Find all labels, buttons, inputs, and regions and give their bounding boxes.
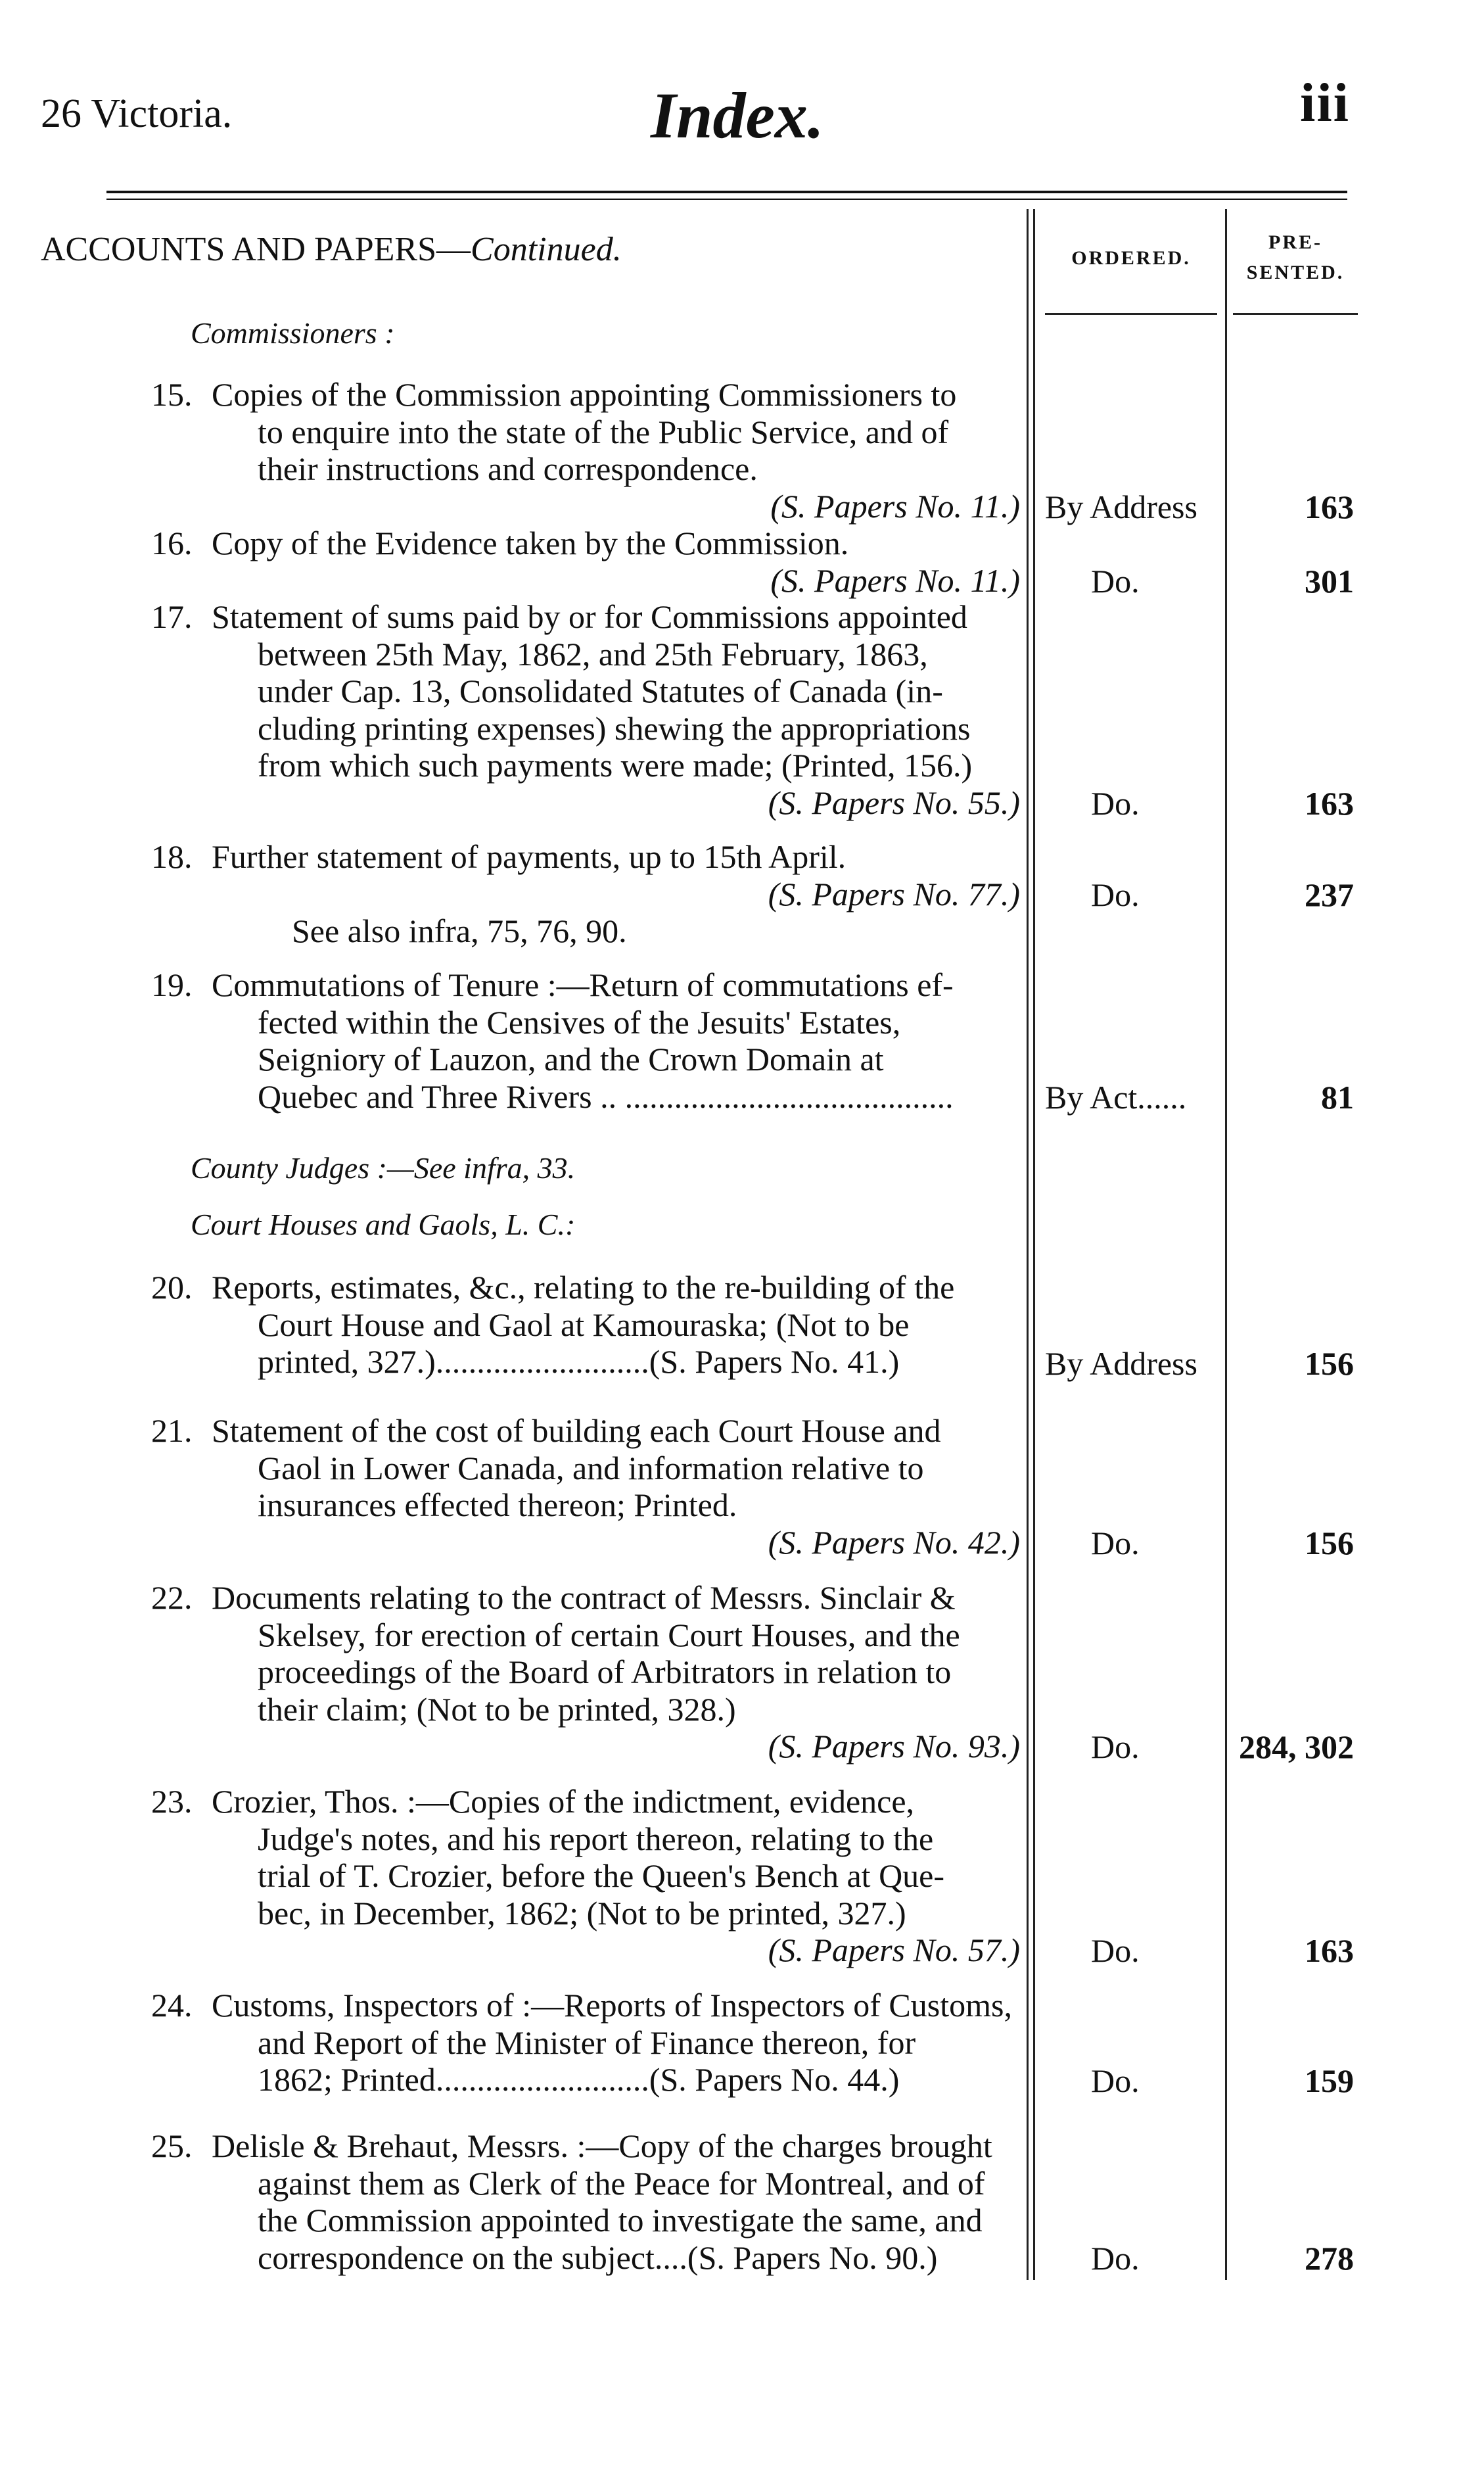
ordered-value: By Act...... <box>1045 1079 1187 1116</box>
entry-text: under Cap. 13, Consolidated Statutes of Canada (in- <box>258 673 943 709</box>
entry-text: against them as Clerk of the Peace for Montreal, and of <box>258 2164 985 2202</box>
presented-column-heading-line1: PRE- <box>1268 231 1322 253</box>
entry-text: printed, 327.)..........................(S. Papers No. 41.) <box>258 1343 900 1380</box>
presented-column-heading-line2: SENTED. <box>1246 262 1345 283</box>
sessional-paper-reference: (S. Papers No. 57.) <box>768 1932 1020 1968</box>
entry-text: Further statement of payments, up to 15th April. <box>212 838 846 875</box>
sessional-paper-reference: (S. Papers No. 77.) <box>768 875 1020 913</box>
see-also-note: See also infra, 75, 76, 90. <box>292 913 627 949</box>
entry-text: Reports, estimates, &c., relating to the re-building of the <box>212 1269 955 1306</box>
entry-text: Delisle & Brehaut, Messrs. :—Copy of the charges brought <box>212 2127 992 2164</box>
entry-text: to enquire into the state of the Public Service, and of <box>258 413 949 450</box>
entry-text: Seigniory of Lauzon, and the Crown Domain at <box>258 1041 884 1078</box>
ordered-value: By Address <box>1045 488 1197 525</box>
entry-number: 25. <box>151 2127 193 2164</box>
ordered-value: Do. <box>1091 563 1140 600</box>
entry-text: 1862; Printed..........................(S. Papers No. 44.) <box>258 2061 900 2098</box>
index-entry-20 <box>151 1269 1020 1381</box>
entry-text: Copy of the Evidence taken by the Commission. <box>212 525 849 561</box>
index-entry-24 <box>151 1987 1020 2098</box>
running-head-title: Index. <box>651 79 824 152</box>
entry-number: 23. <box>151 1783 193 1820</box>
entry-text: their instructions and correspondence. <box>258 450 758 487</box>
presented-value: 237 <box>1305 876 1354 913</box>
index-entry-25 <box>151 2127 1020 2276</box>
presented-value: 163 <box>1305 1932 1354 1969</box>
sessional-paper-reference: (S. Papers No. 55.) <box>768 784 1020 821</box>
running-head-session: 26 Victoria. <box>41 91 233 136</box>
index-entry-17 <box>151 598 1020 821</box>
presented-value: 156 <box>1305 1345 1354 1382</box>
page-number: iii <box>1300 72 1351 133</box>
sessional-paper-reference: (S. Papers No. 11.) <box>770 487 1020 525</box>
presented-value: 278 <box>1305 2240 1354 2277</box>
ordered-value: Do. <box>1091 876 1140 913</box>
entry-text: Copies of the Commission appointing Commissioners to <box>212 376 957 413</box>
entry-number: 21. <box>151 1412 193 1449</box>
entry-text: cluding printing expenses) shewing the appropriations <box>258 709 971 747</box>
header-rule-bottom <box>106 199 1347 200</box>
sessional-paper-reference: (S. Papers No. 11.) <box>770 561 1020 599</box>
index-entry-23 <box>151 1783 1020 1969</box>
entry-text: the Commission appointed to investigate the same, and <box>258 2202 983 2239</box>
presented-head-rule <box>1233 313 1358 315</box>
entry-text: their claim; (Not to be printed, 328.) <box>258 1690 736 1728</box>
presented-value: 81 <box>1321 1079 1354 1116</box>
entry-text: Judge's notes, and his report thereon, relating to the <box>258 1820 934 1857</box>
header-rule-top <box>106 191 1347 193</box>
presented-value: 159 <box>1305 2062 1354 2099</box>
index-entry-21 <box>151 1412 1020 1561</box>
entry-text: from which such payments were made; (Printed, 156.) <box>258 747 973 784</box>
entry-text: trial of T. Crozier, before the Queen's Bench at Que- <box>258 1857 945 1894</box>
entry-text: Statement of sums paid by or for Commissions appointed <box>212 598 967 635</box>
sessional-paper-reference: (S. Papers No. 42.) <box>768 1523 1020 1561</box>
ordered-value: Do. <box>1091 2062 1140 2099</box>
entry-number: 15. <box>151 376 193 413</box>
entry-text: correspondence on the subject....(S. Papers No. 90.) <box>258 2239 938 2276</box>
entry-text: and Report of the Minister of Finance thereon, for <box>258 2024 916 2061</box>
entry-text: between 25th May, 1862, and 25th February, 1863, <box>258 635 928 673</box>
index-entry-16 <box>151 525 1020 599</box>
presented-value: 163 <box>1305 488 1354 525</box>
column-divider-text-right <box>1033 209 1035 2280</box>
entry-text: proceedings of the Board of Arbitrators in relation to <box>258 1653 952 1690</box>
entry-text: fected within the Censives of the Jesuits' Estates, <box>258 1003 901 1041</box>
section-title-continued: Continued. <box>471 231 622 268</box>
ordered-value: Do. <box>1091 1525 1140 1561</box>
subheading-commissioners: Commissioners : <box>191 316 395 350</box>
index-entry-22 <box>151 1579 1020 1765</box>
entry-text: Crozier, Thos. :—Copies of the indictment, evidence, <box>212 1783 915 1820</box>
presented-value: 301 <box>1305 563 1354 600</box>
index-entry-19 <box>151 966 1020 1115</box>
section-title <box>41 230 622 269</box>
entry-number: 24. <box>151 1987 193 2024</box>
entry-text: insurances effected thereon; Printed. <box>258 1486 737 1523</box>
entry-text: bec, in December, 1862; (Not to be printed, 327.) <box>258 1894 906 1932</box>
section-title-main: ACCOUNTS AND PAPERS— <box>41 231 471 268</box>
entry-text: Customs, Inspectors of :—Reports of Inspectors of Customs, <box>212 1987 1012 2024</box>
ordered-value: Do. <box>1091 2240 1140 2277</box>
presented-value: 156 <box>1305 1525 1354 1561</box>
index-entry-15 <box>151 376 1020 525</box>
sessional-paper-reference: (S. Papers No. 93.) <box>768 1728 1020 1765</box>
index-entry-18 <box>151 838 1020 950</box>
entry-number: 18. <box>151 838 193 875</box>
entry-number: 20. <box>151 1269 193 1306</box>
presented-value: 163 <box>1305 785 1354 822</box>
ordered-value: Do. <box>1091 785 1140 822</box>
entry-text: Commutations of Tenure :—Return of commutations ef- <box>212 966 954 1003</box>
entry-text: Skelsey, for erection of certain Court Houses, and the <box>258 1616 960 1653</box>
entry-number: 16. <box>151 525 193 561</box>
entry-number: 17. <box>151 598 193 635</box>
entry-text: Documents relating to the contract of Messrs. Sinclair & <box>212 1579 956 1616</box>
ordered-head-rule <box>1045 313 1217 315</box>
entry-number: 19. <box>151 966 193 1003</box>
entry-text: Statement of the cost of building each Court House and <box>212 1412 941 1449</box>
entry-text: Gaol in Lower Canada, and information relative to <box>258 1449 924 1486</box>
ordered-column-heading: ORDERED. <box>1071 247 1191 269</box>
entry-number: 22. <box>151 1579 193 1616</box>
column-divider-text-left <box>1027 209 1029 2280</box>
subheading-county-judges: County Judges :—See infra, 33. <box>191 1151 576 1185</box>
ordered-value: Do. <box>1091 1728 1140 1765</box>
subheading-court-houses: Court Houses and Gaols, L. C.: <box>191 1208 576 1241</box>
ordered-value: Do. <box>1091 1932 1140 1969</box>
ordered-value: By Address <box>1045 1345 1197 1382</box>
presented-value: 284, 302 <box>1239 1728 1354 1765</box>
entry-text: Court House and Gaol at Kamouraska; (Not to be <box>258 1306 910 1343</box>
entry-text: Quebec and Three Rivers .. ........................................ <box>258 1078 954 1115</box>
